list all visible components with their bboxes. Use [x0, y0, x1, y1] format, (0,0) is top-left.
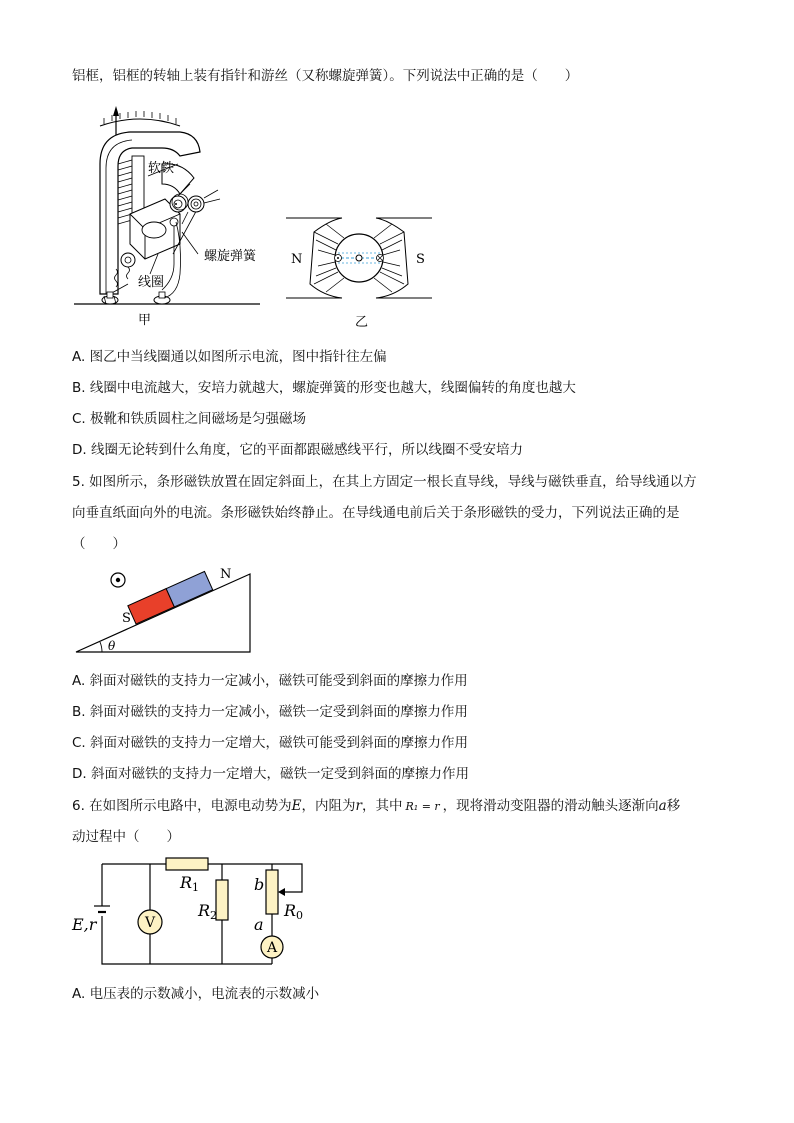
q6-stem-d: ，现将滑动变阻器的滑动触头逐渐向	[442, 798, 659, 814]
figure-yi	[282, 210, 436, 332]
q6-stem-c: ，其中	[362, 798, 403, 814]
q5-stem-line2: 向垂直纸面向外的电流。条形磁铁始终静止。在导线通电前后关于条形磁铁的受力，下列说法正确的是	[72, 505, 680, 521]
q6-E: E	[291, 798, 302, 814]
q6-stem-b: ，内阻为	[301, 798, 356, 814]
label-a: a	[254, 915, 264, 934]
label-coil: 线圈	[138, 275, 165, 290]
label-S-yi: S	[416, 252, 425, 267]
svg-text:R2	[197, 901, 217, 922]
q5-option-d: D. 斜面对磁铁的支持力一定增大，磁铁一定受到斜面的摩擦力作用	[72, 766, 469, 782]
q6-a: a	[658, 798, 667, 814]
label-Er: E,r	[72, 915, 97, 934]
q5-option-b: B. 斜面对磁铁的支持力一定减小，磁铁一定受到斜面的摩擦力作用	[72, 704, 468, 720]
label-S-q5: S	[122, 611, 131, 626]
q5-option-a: A. 斜面对磁铁的支持力一定减小，磁铁可能受到斜面的摩擦力作用	[72, 673, 468, 689]
figure-jia	[70, 104, 270, 330]
label-N-yi: N	[291, 252, 303, 267]
label-R2-sub: 2	[210, 909, 218, 922]
label-R2: R	[198, 901, 211, 920]
caption-yi: 乙	[355, 315, 369, 330]
svg-text:R1	[179, 873, 199, 894]
q6-R1eq: R₁ = r	[405, 800, 440, 813]
caption-jia: 甲	[138, 313, 152, 328]
ammeter-label: A	[267, 940, 278, 956]
q4-option-d: D. 线圈无论转到什么角度，它的平面都跟磁感线平行，所以线圈不受安培力	[72, 442, 523, 458]
label-b: b	[254, 875, 265, 894]
figure-q6-circuit	[70, 854, 320, 974]
label-theta: θ	[108, 639, 116, 653]
label-ruantie: 软铁	[148, 161, 175, 176]
q5-stem-line3: （ ）	[72, 536, 126, 552]
q6-stem-line1	[72, 797, 680, 816]
q4-option-c: C. 极靴和铁质圆柱之间磁场是匀强磁场	[72, 411, 307, 427]
q5-option-c: C. 斜面对磁铁的支持力一定增大，磁铁可能受到斜面的摩擦力作用	[72, 735, 469, 751]
q6-option-a: A. 电压表的示数减小，电流表的示数减小	[72, 986, 320, 1002]
q6-stem-line2: 动过程中（ ）	[72, 829, 180, 845]
q6-stem-e: 移	[666, 798, 681, 814]
voltmeter-label: V	[145, 915, 156, 931]
label-R1-sub: 1	[192, 881, 200, 894]
q4-option-a: A. 图乙中当线圈通以如图所示电流，图中指针往左偏	[72, 349, 387, 365]
q4-option-b: B. 线圈中电流越大，安培力就越大，螺旋弹簧的形变也越大，线圈偏转的角度也越大	[72, 380, 576, 396]
intro-text: 铝框，铝框的转轴上装有指针和游丝（又称螺旋弹簧）。下列说法中正确的是（ ）	[72, 68, 579, 84]
q6-r: r	[355, 798, 362, 814]
label-R1: R	[180, 873, 193, 892]
label-N-q5: N	[220, 567, 232, 582]
figure-q5-incline	[72, 566, 256, 656]
label-spring: 螺旋弹簧	[204, 249, 257, 264]
q6-stem-a: 6. 在如图所示电路中，电源电动势为	[72, 798, 292, 814]
label-R0-sub: 0	[296, 909, 304, 922]
svg-text:R0	[283, 901, 303, 922]
q5-stem-line1: 5. 如图所示，条形磁铁放置在固定斜面上，在其上方固定一根长直导线，导线与磁铁垂直，给导线通以方	[72, 474, 697, 490]
label-R0: R	[284, 901, 297, 920]
